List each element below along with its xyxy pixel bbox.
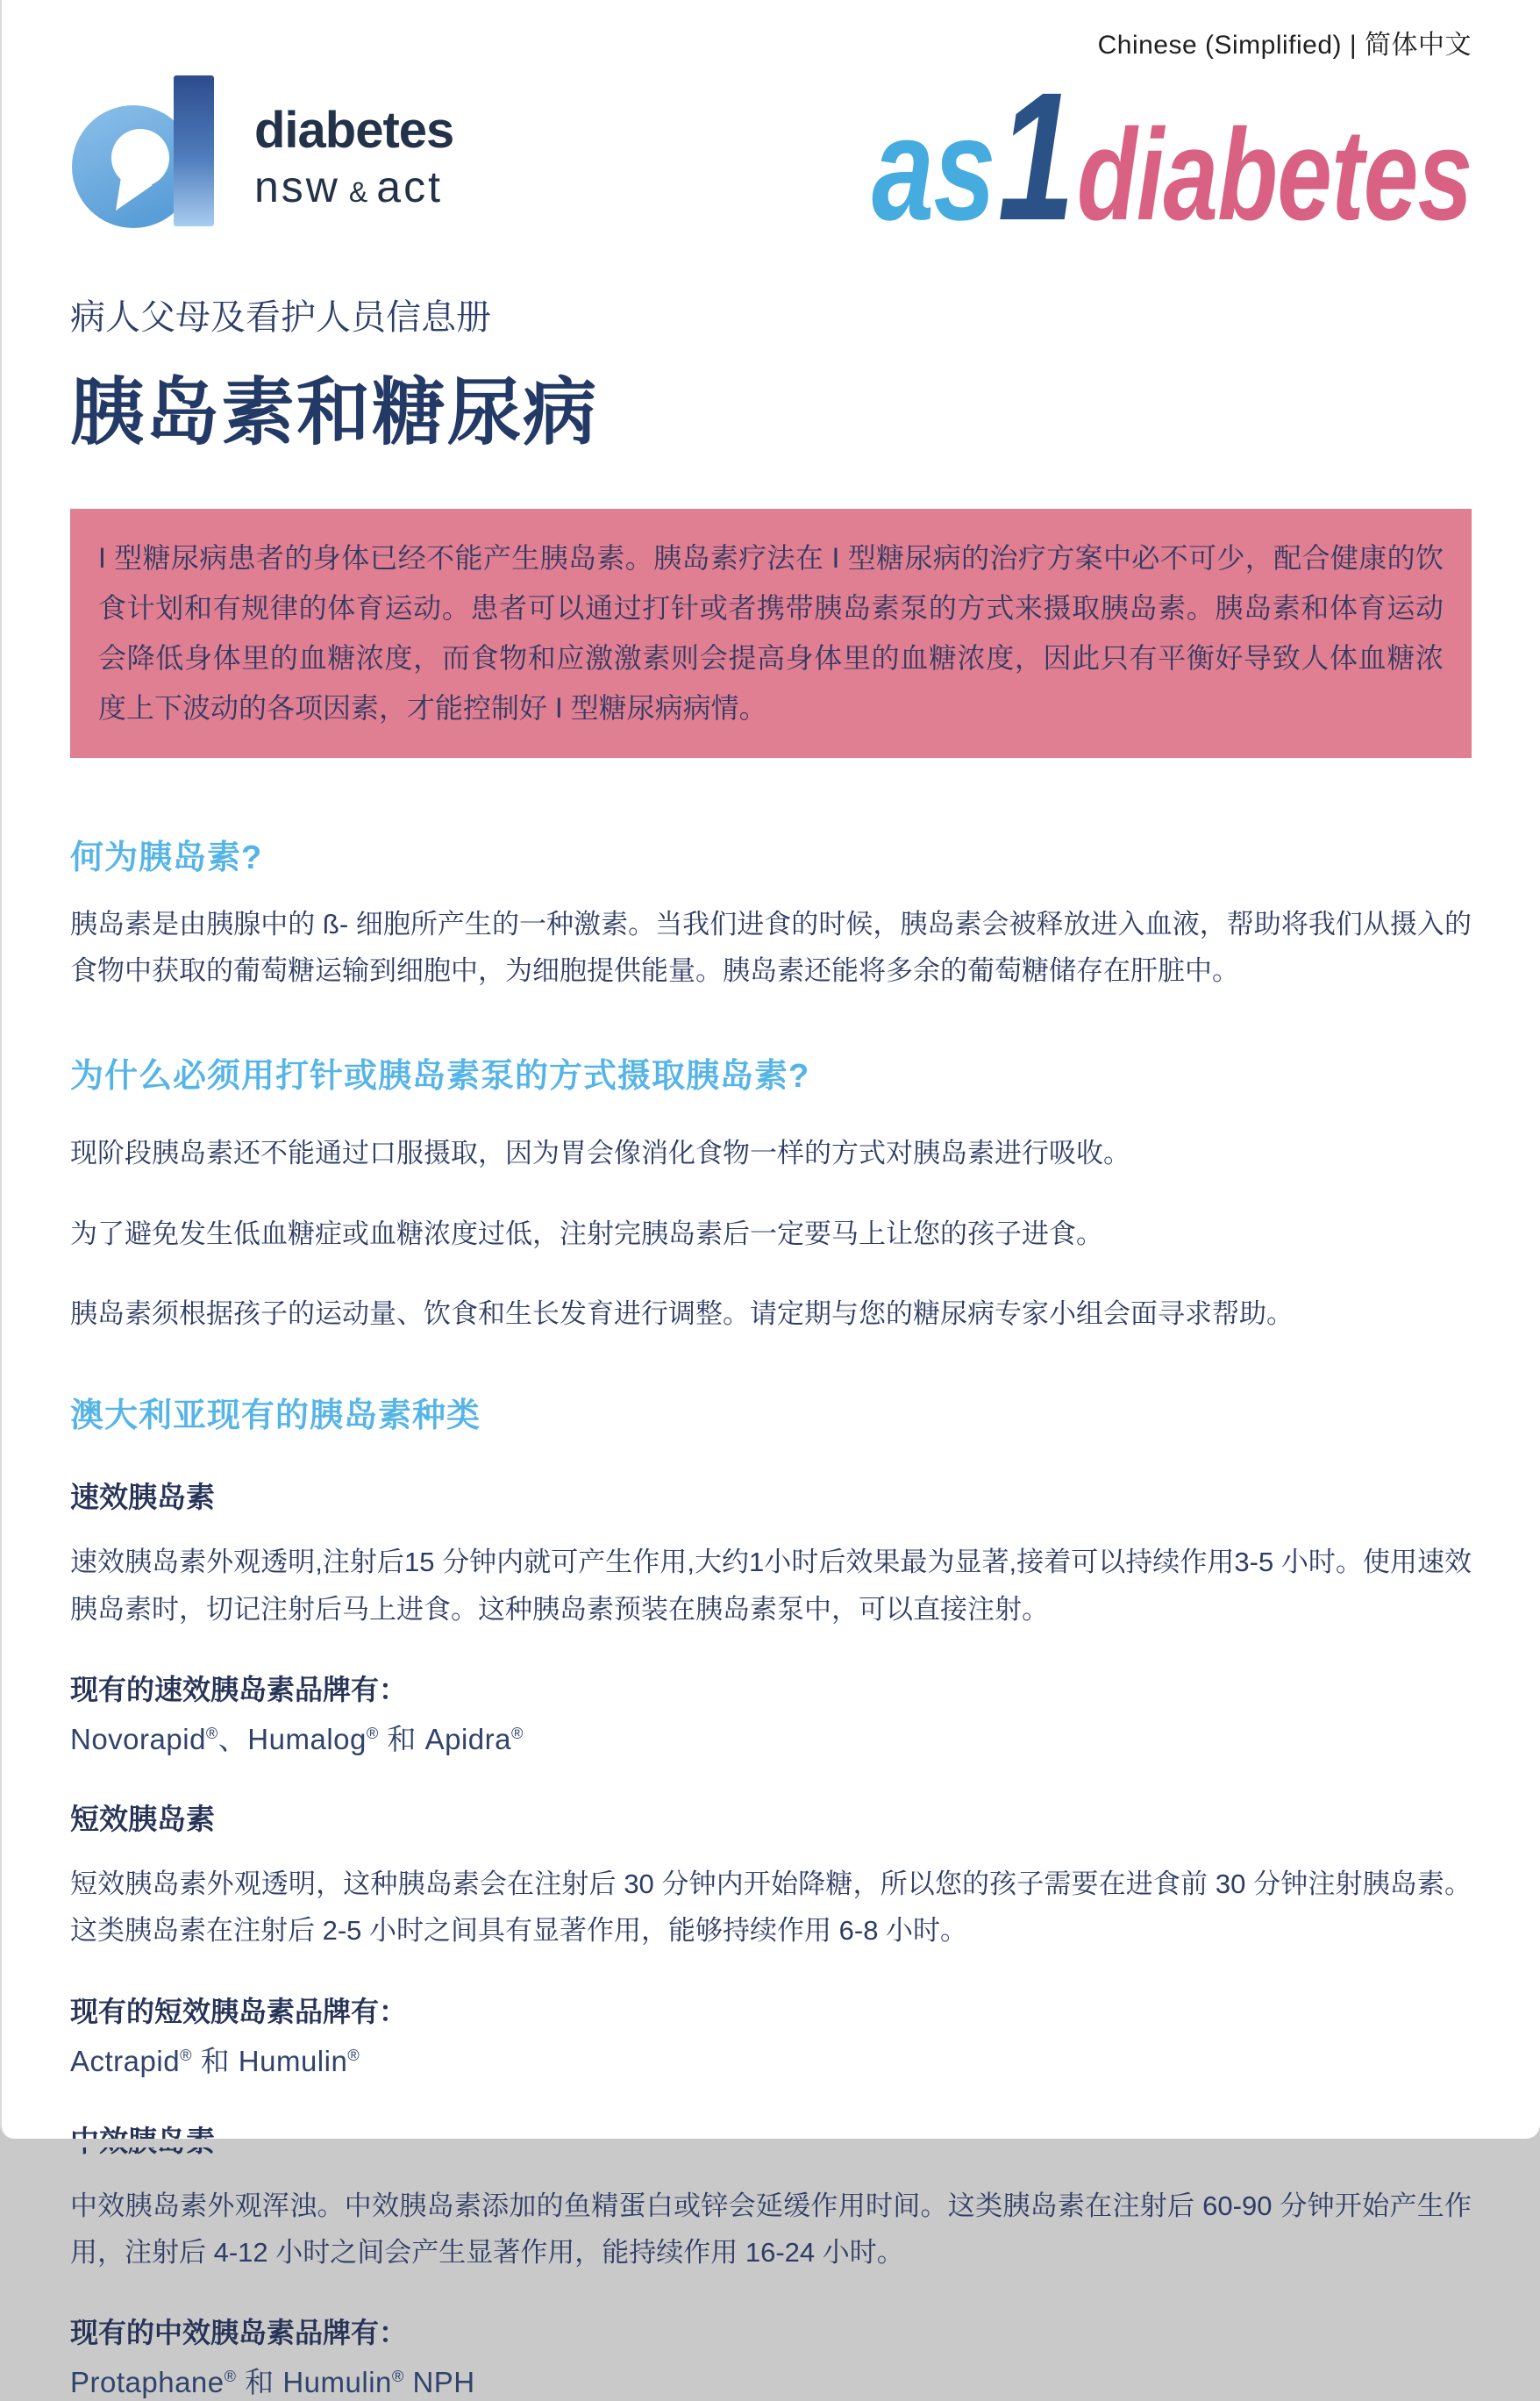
as1-logo-as: as xyxy=(871,86,995,251)
why-inject-paragraph-1: 现阶段胰岛素还不能通过口服摄取，因为胃会像消化食物一样的方式对胰岛素进行吸收。 xyxy=(70,1138,1130,1169)
intro-callout: I 型糖尿病患者的身体已经不能产生胰岛素。胰岛素疗法在 I 型糖尿病的治疗方案中必不可少，配合健康的饮食计划和有规律的体育运动。患者可以通过打针或者携带胰岛素泵的方式来摄取胰岛素。胰岛素和体育运动会降低身体里的血糖浓度，而食物和应激激素则会提高身体里的血糖浓度，因此只有平衡好导致人体血糖浓度上下波动的各项因素，才能控制好 I 型糖尿病病情。 xyxy=(70,509,1472,758)
as1diabetes-logo xyxy=(871,55,1472,259)
brands-line: Actrapid® 和 Humulin® xyxy=(70,2044,360,2077)
section-heading-why-inject: 为什么必须用打针或胰岛素泵的方式摄取胰岛素? xyxy=(70,1058,810,1096)
ampersand: & xyxy=(348,176,368,208)
insulin-type-description: 速效胰岛素外观透明,注射后15 分钟内就可产生作用,大约1小时后效果最为显著,接着可以持续作用3-5 小时。使用速效胰岛素时，切记注射后马上进食。这种胰岛素预装在胰岛素泵中，可以直接注射。 xyxy=(70,1547,1472,1625)
diabetes-nsw-act-logo xyxy=(70,70,453,238)
section-heading-what-is-insulin: 何为胰岛素? xyxy=(70,839,263,876)
why-inject-paragraph-2: 为了避免发生低血糖症或血糖浓度过低，注射完胰岛素后一定要马上让您的孩子进食。 xyxy=(70,1218,1103,1249)
insulin-type-description: 短效胰岛素外观透明，这种胰岛素会在注射后 30 分钟内开始降糖，所以您的孩子需要在进食前 30 分钟注射胰岛素。 这类胰岛素在注射后 2-5 小时之间具有显著作用，能够持续作用 6-8 小时。 xyxy=(70,1869,1472,1947)
diabetes-d-logo-icon xyxy=(70,70,221,238)
brands-line: Novorapid®、Humalog® 和 Apidra® xyxy=(70,1723,524,1755)
page-bottom-edge xyxy=(0,2139,1540,2147)
as1-logo-one: 1 xyxy=(997,55,1074,259)
insulin-type-name: 短效胰岛素 xyxy=(70,1803,215,1835)
why-inject-paragraph-3: 胰岛素须根据孩子的运动量、饮食和生长发育进行调整。请定期与您的糖尿病专家小组会面寻求帮助。 xyxy=(70,1298,1294,1330)
header-logos xyxy=(70,55,1472,259)
insulin-type-short xyxy=(70,1797,1472,2080)
as1-logo-diabetes: diabetes xyxy=(1076,103,1472,247)
brands-label: 现有的中效胰岛素品牌有： xyxy=(70,2317,408,2349)
insulin-type-intermediate xyxy=(70,2119,1472,2401)
insulin-type-name: 速效胰岛素 xyxy=(70,1481,215,1514)
page-title: 胰岛素和糖尿病 xyxy=(70,371,599,454)
brands-label: 现有的短效胰岛素品牌有： xyxy=(70,1995,408,2027)
diabetes-region-text: nsw & act xyxy=(254,162,443,211)
brands-label: 现有的速效胰岛素品牌有： xyxy=(70,1674,408,1705)
what-is-insulin-paragraph: 胰岛素是由胰腺中的 ß- 细胞所产生的一种激素。当我们进食的时候，胰岛素会被释放进入血液，帮助将我们从摄入的食物中获取的葡萄糖运输到细胞中，为细胞提供能量。胰岛素还能将多余的葡萄糖储存在肝脏中。 xyxy=(70,908,1472,987)
diabetes-wordmark xyxy=(254,102,454,211)
language-label: Chinese (Simplified) | 简体中文 xyxy=(1097,31,1472,60)
section-heading-insulin-types: 澳大利亚现有的胰岛素种类 xyxy=(70,1397,481,1435)
insulin-type-rapid xyxy=(70,1475,1472,1758)
diabetes-wordmark-text: diabetes xyxy=(254,102,454,159)
brands-line: Protaphane® 和 Humulin® NPH xyxy=(70,2366,475,2399)
document-kicker: 病人父母及看护人员信息册 xyxy=(70,298,491,337)
insulin-type-description: 中效胰岛素外观浑浊。中效胰岛素添加的鱼精蛋白或锌会延缓作用时间。这类胰岛素在注射后 60-90 分钟开始产生作用，注射后 4-12 小时之间会产生显著作用，能持续作用 16-24 小时。 xyxy=(70,2190,1472,2268)
